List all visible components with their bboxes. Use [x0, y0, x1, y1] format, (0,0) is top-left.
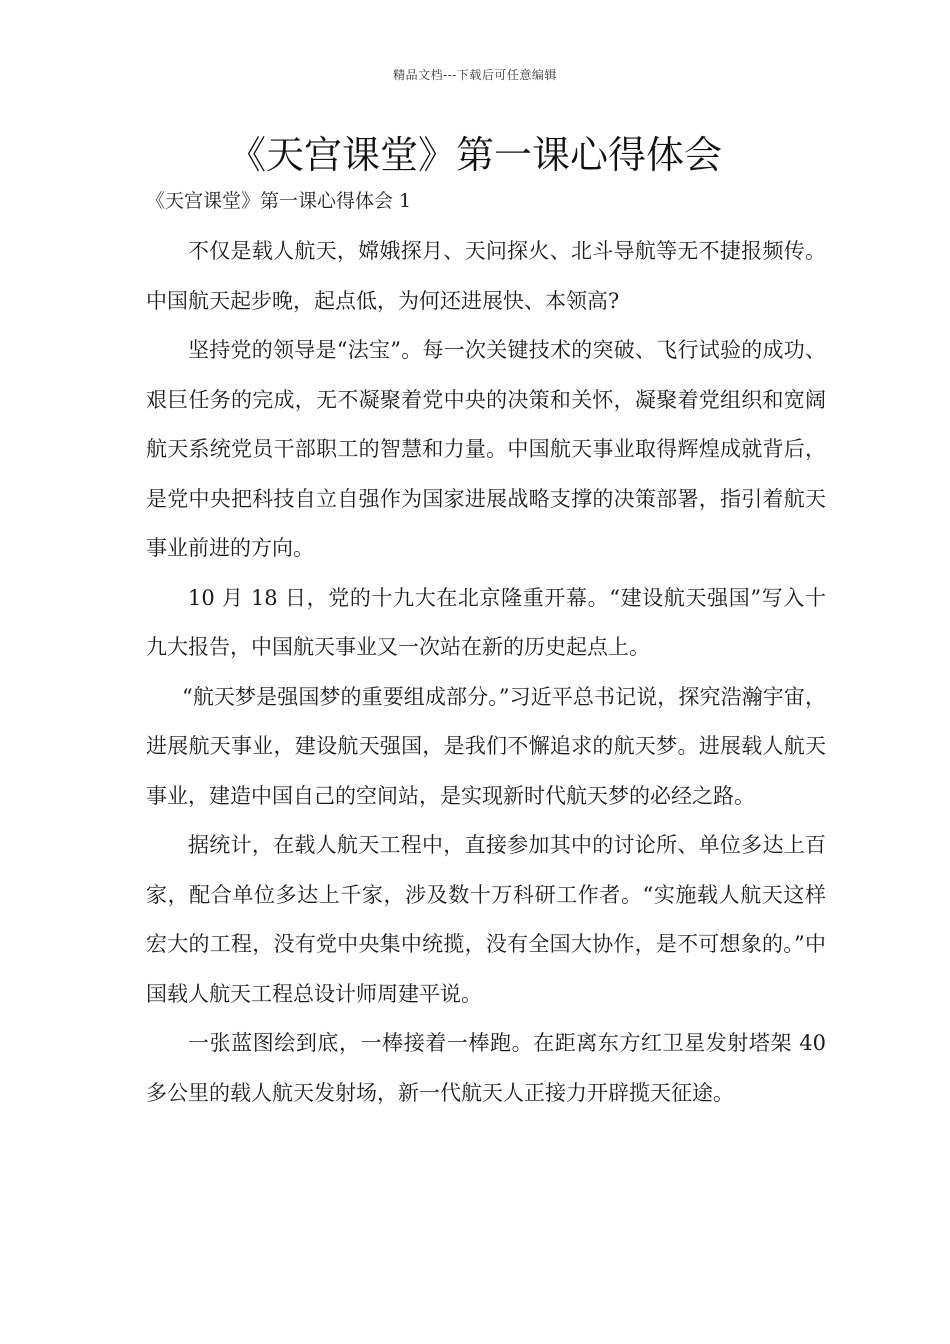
paragraph: 不仅是载人航天，嫦娥探月、天问探火、北斗导航等无不捷报频传。中国航天起步晚，起点低，为何还进展快、本领高?	[146, 239, 826, 313]
paragraph: 坚持党的领导是“法宝”。每一次关键技术的突破、飞行试验的成功、艰巨任务的完成，无不凝聚着党中央的决策和关怀，凝聚着党组织和宽阔航天系统党员干部职工的智慧和力量。中国航天事业取得辉煌成就背后，是党中央把科技自立自强作为国家进展战略支撑的决策部署，指引着航天事业前进的方向。	[146, 338, 826, 560]
paragraph: 据统计，在载人航天工程中，直接参加其中的讨论所、单位多达上百家，配合单位多达上千家，涉及数十万科研工作者。“实施载人航天这样宏大的工程，没有党中央集中统揽，没有全国大协作，是不可想象的。”中国载人航天工程总设计师周建平说。	[146, 833, 826, 1006]
paragraph: 一张蓝图绘到底，一棒接着一棒跑。在距离东方红卫星发射塔架 40 多公里的载人航天发射场，新一代航天人正接力开辟揽天征途。	[146, 1031, 826, 1105]
document-title: 《天宫课堂》第一课心得体会	[227, 133, 722, 177]
document-body	[146, 227, 826, 1118]
paragraph: 10 月 18 日，党的十九大在北京隆重开幕。“建设航天强国”写入十九大报告，中国航天事业又一次站在新的历史起点上。	[146, 585, 826, 659]
paragraph: “航天梦是强国梦的重要组成部分。”习近平总书记说，探究浩瀚宇宙，进展航天事业，建设航天强国，是我们不懈追求的航天梦。进展载人航天事业，建造中国自己的空间站，是实现新时代航天梦的必经之路。	[146, 684, 826, 808]
page-header-note: 精品文档---下载后可任意编辑	[393, 68, 557, 82]
document-subtitle: 《天宫课堂》第一课心得体会 1	[146, 190, 412, 212]
